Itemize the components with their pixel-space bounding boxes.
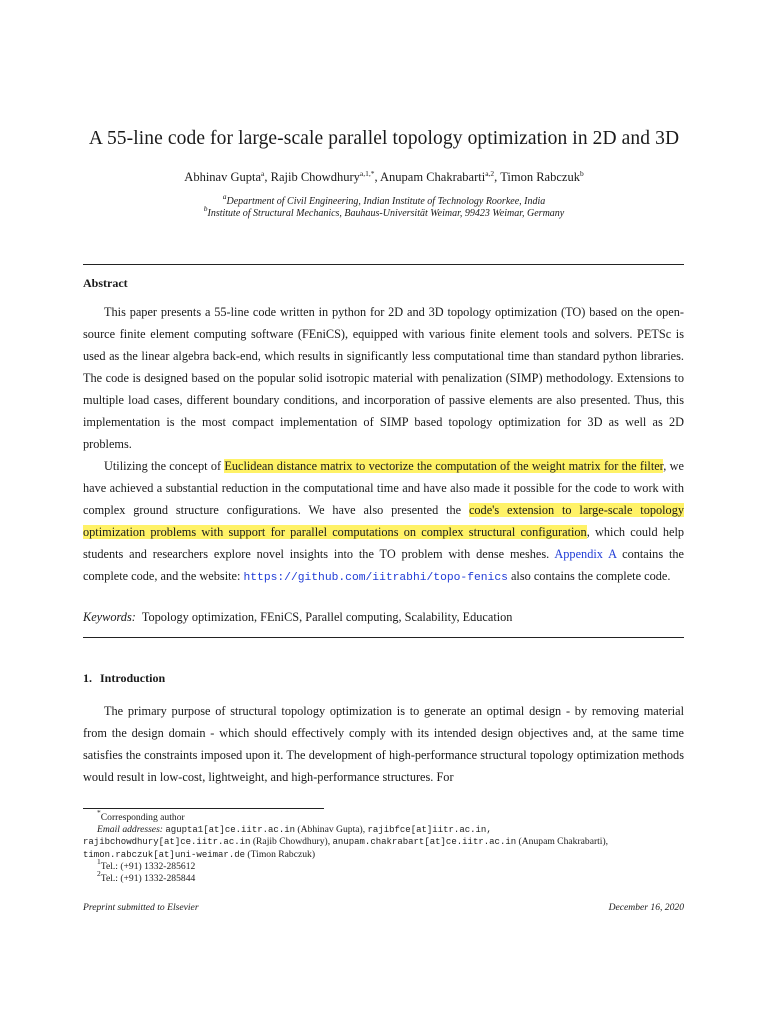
affiliation-text: Institute of Structural Mechanics, Bauhaus-Universität Weimar, 99423 Weimar, Germany xyxy=(207,208,565,219)
abstract-text: contains the complete code, and the website: xyxy=(83,547,684,583)
affil-mark: b xyxy=(203,204,208,213)
footnote-mark: * xyxy=(97,808,101,817)
footnote-mark: 1 xyxy=(97,857,101,867)
keywords-label: Keywords: xyxy=(83,610,136,624)
email-owner: (Rajib Chowdhury), xyxy=(250,836,333,848)
keywords-text: Topology optimization, FEniCS, Parallel computing, Scalability, Education xyxy=(141,610,513,624)
page-footer xyxy=(83,902,684,913)
footnotes xyxy=(83,808,684,885)
email-link[interactable]: agupta1[at]ce.iitr.ac.in xyxy=(165,824,296,835)
author-affil-mark: a xyxy=(261,169,265,178)
email-link[interactable]: rajibfce[at]iitr.ac.in, xyxy=(367,824,492,835)
email-link[interactable]: anupam.chakrabart[at]ce.iitr.ac.in xyxy=(332,837,517,848)
author-name: Rajib Chowdhury xyxy=(270,170,360,184)
abstract-body xyxy=(83,301,684,589)
author-list: Abhinav Gupta$^a$, Rajib Chowdhury$^{a,1,*}$, Anupam Chakrabarti$^{a,2}$, Timon Rabczuk$^b$ xyxy=(184,169,584,184)
author-name: Anupam Chakrabarti xyxy=(380,170,486,184)
footnote-emails xyxy=(83,849,684,862)
highlighted-text[interactable]: code's extension to large-scale topology optimization problems with support for parallel computations on complex structural configuration xyxy=(83,503,684,539)
affiliations xyxy=(0,192,768,220)
affiliation-text: Department of Civil Engineering, Indian Institute of Technology Roorkee, India xyxy=(226,196,546,207)
abstract-paragraph: This paper presents a 55-line code written in python for 2D and 3D topology optimization (TO) based on the open-source finite element computing software (FEniCS), equipped with various finite element tools and solvers. PETSc is used as the linear algebra back-end, which results in significantly less computational time than standard python libraries. The code is designed based on the popular solid isotropic material with penalization (SIMP) methodology. Extensions to multiple load cases, different boundary conditions, and incorporation of passive elements are also presented. Thus, this implementation is the most compact implementation of SIMP based topology optimization for 3D as well as 2D problems. xyxy=(83,305,684,451)
footnote-mark: 2 xyxy=(97,868,101,878)
abstract-text: , which could help students and researchers explore novel insights into the TO problem with dense meshes. xyxy=(83,525,685,561)
footnote-tel xyxy=(83,857,684,873)
abstract-heading: Abstract xyxy=(83,276,128,290)
abstract-text: Utilizing the concept of xyxy=(104,459,225,473)
intro-paragraph: The primary purpose of structural topology optimization is to generate an optimal design - by removing material from the design domain - which should effectively comply with its intended design objectives and, at the same time satisfies the constraints imposed upon it. The development of high-performance structural topology optimization methods would result in low-cost, lightweight, and high-performance structures. For xyxy=(83,704,684,784)
author-name: Timon Rabczuk xyxy=(500,170,580,184)
section-number: 1. xyxy=(83,671,92,685)
author-affil-mark: a,2 xyxy=(485,169,495,178)
paper-title: A 55-line code for large-scale parallel topology optimization in 2D and 3D xyxy=(88,128,680,149)
affil-mark: a xyxy=(222,192,227,201)
footnote-emails xyxy=(83,824,684,837)
email-owner: (Timon Rabczuk) xyxy=(245,848,316,860)
email-label: Email addresses: xyxy=(97,823,163,835)
affiliation-line xyxy=(0,204,768,220)
affiliation-line xyxy=(0,192,768,208)
footer-date: December 16, 2020 xyxy=(608,902,684,913)
email-owner: (Abhinav Gupta), xyxy=(295,823,368,835)
footnote-text: Tel.: (+91) 1332-285844 xyxy=(100,872,196,884)
footer-journal: Preprint submitted to Elsevier xyxy=(83,902,199,913)
footnote-text: Tel.: (+91) 1332-285612 xyxy=(100,861,196,873)
footnote-emails xyxy=(83,836,684,849)
email-link[interactable]: timon.rabczuk[at]uni-weimar.de xyxy=(83,849,246,860)
footnote-corresponding xyxy=(83,808,684,824)
keywords xyxy=(83,610,684,625)
introduction-body xyxy=(83,700,684,788)
email-link[interactable]: rajibchowdhury[at]ce.iitr.ac.in xyxy=(83,837,251,848)
footnote-rule xyxy=(83,808,324,809)
abstract-text: , we have achieved a substantial reduction in the computational time and have also made it possible for the code to work with complex ground structure configurations. We have also presented the xyxy=(83,459,684,517)
github-url-link[interactable]: https://github.com/iitrabhi/topo-fenics xyxy=(243,572,508,584)
footnote-tel xyxy=(83,868,684,885)
author-affil-mark: b xyxy=(579,169,584,178)
author-affil-mark: a,1,* xyxy=(359,169,375,178)
abstract-top-rule xyxy=(83,264,684,265)
footnote-text: Corresponding author xyxy=(100,812,185,823)
abstract-text: also contains the complete code. xyxy=(507,569,671,583)
appendix-link[interactable]: Appendix A xyxy=(554,547,617,561)
abstract-bottom-rule xyxy=(83,637,684,638)
highlighted-text[interactable]: Euclidean distance matrix to vectorize the computation of the weight matrix for the filter xyxy=(224,459,664,473)
section-heading xyxy=(83,671,165,686)
author-name: Abhinav Gupta xyxy=(184,170,262,184)
abstract-paragraph xyxy=(83,455,684,589)
email-owner: (Anupam Chakrabarti), xyxy=(516,836,609,848)
section-title: Introduction xyxy=(100,671,166,685)
